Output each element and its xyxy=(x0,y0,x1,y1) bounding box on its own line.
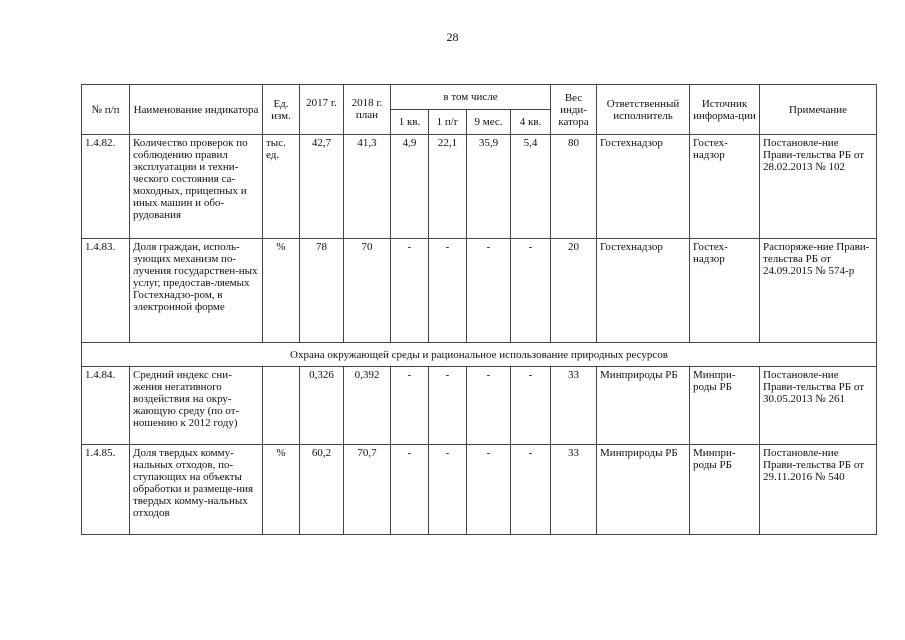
cell-2018: 0,392 xyxy=(344,367,391,445)
cell-weight: 80 xyxy=(551,135,597,239)
cell-9m: - xyxy=(467,367,511,445)
header-name: Наименование индикатора xyxy=(130,85,263,135)
cell-unit: тыс. ед. xyxy=(263,135,300,239)
header-num: № п/п xyxy=(82,85,130,135)
header-note: Примечание xyxy=(760,85,877,135)
header-weight: Вес инди-катора xyxy=(551,85,597,135)
cell-num: 1.4.83. xyxy=(82,239,130,343)
cell-2018: 70,7 xyxy=(344,445,391,535)
cell-q4: - xyxy=(511,239,551,343)
cell-h1: - xyxy=(429,367,467,445)
cell-weight: 33 xyxy=(551,367,597,445)
cell-2017: 78 xyxy=(300,239,344,343)
table-row xyxy=(82,239,877,343)
cell-responsible: Минприроды РБ xyxy=(597,367,690,445)
header-q1: 1 кв. xyxy=(391,110,429,135)
header-unit: Ед. изм. xyxy=(263,85,300,135)
cell-note: Распоряже-ние Прави-тельства РБ от 24.09.2015 № 574-р xyxy=(760,239,877,343)
cell-9m: - xyxy=(467,239,511,343)
cell-note: Постановле-ние Прави-тельства РБ от 28.02.2013 № 102 xyxy=(760,135,877,239)
cell-weight: 33 xyxy=(551,445,597,535)
cell-unit: % xyxy=(263,445,300,535)
header-2018: 2018 г. план xyxy=(344,85,391,135)
cell-source: Гостех-надзор xyxy=(690,239,760,343)
table-row xyxy=(82,445,877,535)
cell-weight: 20 xyxy=(551,239,597,343)
cell-2018: 41,3 xyxy=(344,135,391,239)
cell-q1: - xyxy=(391,367,429,445)
cell-h1: 22,1 xyxy=(429,135,467,239)
header-2017: 2017 г. xyxy=(300,85,344,135)
section-row xyxy=(82,343,877,367)
cell-9m: - xyxy=(467,445,511,535)
table-row xyxy=(82,135,877,239)
header-source: Источник информа-ции xyxy=(690,85,760,135)
cell-unit xyxy=(263,367,300,445)
cell-responsible: Гостехнадзор xyxy=(597,239,690,343)
header-h1: 1 п/г xyxy=(429,110,467,135)
indicators-table xyxy=(81,84,877,535)
cell-num: 1.4.84. xyxy=(82,367,130,445)
cell-num: 1.4.85. xyxy=(82,445,130,535)
cell-h1: - xyxy=(429,445,467,535)
cell-q1: - xyxy=(391,445,429,535)
cell-name: Средний индекс сни-жения негативного воздействия на окру-жающую среду (по от-ношению к 2012 году) xyxy=(130,367,263,445)
cell-q4: - xyxy=(511,445,551,535)
header-9m: 9 мес. xyxy=(467,110,511,135)
cell-note: Постановле-ние Прави-тельства РБ от 30.05.2013 № 261 xyxy=(760,367,877,445)
page-number: 28 xyxy=(446,30,459,44)
header-including: в том числе xyxy=(391,85,551,110)
cell-2017: 0,326 xyxy=(300,367,344,445)
cell-q1: 4,9 xyxy=(391,135,429,239)
cell-note: Постановле-ние Прави-тельства РБ от 29.11.2016 № 540 xyxy=(760,445,877,535)
cell-responsible: Гостехнадзор xyxy=(597,135,690,239)
cell-source: Гостех-надзор xyxy=(690,135,760,239)
cell-2017: 60,2 xyxy=(300,445,344,535)
cell-2017: 42,7 xyxy=(300,135,344,239)
header-q4: 4 кв. xyxy=(511,110,551,135)
cell-q4: 5,4 xyxy=(511,135,551,239)
cell-h1: - xyxy=(429,239,467,343)
cell-num: 1.4.82. xyxy=(82,135,130,239)
cell-name: Количество проверок по соблюдению правил эксплуатации и техни-ческого состояния са-моходных, прицепных и иных машин и обо-рудования xyxy=(130,135,263,239)
cell-name: Доля граждан, исполь-зующих механизм по-лучения государствен-ных услуг, предостав-ляемых Гостехнадзо-ром, в электронной форме xyxy=(130,239,263,343)
section-title: Охрана окружающей среды и рациональное использование природных ресурсов xyxy=(82,343,877,367)
cell-2018: 70 xyxy=(344,239,391,343)
cell-unit: % xyxy=(263,239,300,343)
cell-9m: 35,9 xyxy=(467,135,511,239)
cell-responsible: Минприроды РБ xyxy=(597,445,690,535)
cell-name: Доля твердых комму-нальных отходов, по-ступающих на объекты обработки и размеще-ния твердых комму-нальных отходов xyxy=(130,445,263,535)
header-responsible: Ответственный исполнитель xyxy=(597,85,690,135)
cell-source: Минпри-роды РБ xyxy=(690,367,760,445)
table-row xyxy=(82,367,877,445)
cell-source: Минпри-роды РБ xyxy=(690,445,760,535)
cell-q1: - xyxy=(391,239,429,343)
cell-q4: - xyxy=(511,367,551,445)
